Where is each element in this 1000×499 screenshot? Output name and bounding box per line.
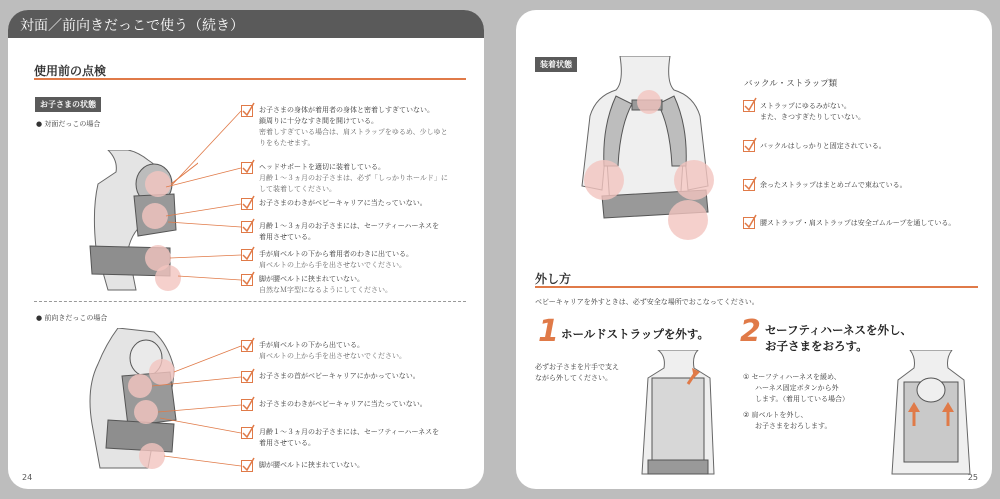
step1-illustration — [638, 350, 718, 478]
item-main: お子さまの首がベビーキャリアにかかっていない。 — [259, 372, 420, 380]
checkbox[interactable] — [743, 179, 755, 191]
item-line: して装着してください。 — [259, 185, 336, 193]
checkbox[interactable] — [241, 198, 253, 210]
checkbox[interactable] — [241, 460, 253, 472]
buckle-item — [743, 100, 983, 123]
item-line: りをもたせます。 — [259, 139, 315, 147]
checkbox[interactable] — [241, 221, 253, 233]
item-line: 鎖周りに十分なすき間を開けている。 — [259, 117, 378, 125]
checkbox[interactable] — [743, 100, 755, 112]
step2-title-line: セーフティハーネスを外し、 — [765, 323, 912, 337]
page-number: 25 — [967, 473, 978, 482]
checkbox[interactable] — [241, 105, 253, 117]
item-main: お子さまのわきがベビーキャリアに当たっていない。 — [259, 199, 427, 207]
item-line: 肩ベルトの上から手を出させないでください。 — [259, 261, 406, 269]
subheading-forward: ● 前向きだっこの場合 — [36, 314, 108, 322]
step1-desc-line: ながら外してください。 — [535, 374, 612, 382]
checklist-item — [259, 399, 479, 410]
checklist-item — [259, 460, 479, 471]
item-line: 着用させている。 — [259, 233, 315, 241]
section-title-check: 使用前の点検 — [34, 64, 107, 78]
checklist-item — [259, 371, 479, 382]
step2-number: 2 — [740, 314, 761, 349]
checkbox[interactable] — [241, 427, 253, 439]
section-title-remove: 外し方 — [535, 272, 572, 286]
section-rule — [535, 286, 978, 288]
remove-intro: ベビーキャリアを外すときは、必ず安全な場所でおこなってください。 — [535, 298, 759, 306]
item-main: ストラップにゆるみがない。 — [760, 102, 851, 110]
left-page — [8, 10, 484, 489]
checkbox[interactable] — [241, 399, 253, 411]
item-main: 手が肩ベルトの下から出ている。 — [259, 341, 364, 349]
item-line: また、きつすぎたりしていない。 — [760, 113, 865, 121]
buckle-item — [743, 217, 988, 229]
right-page — [516, 10, 992, 489]
label-child-state: お子さまの状態 — [35, 97, 101, 112]
checkbox[interactable] — [241, 162, 253, 174]
checkbox[interactable] — [743, 140, 755, 152]
checklist-item — [259, 274, 479, 296]
subheading-face-to-face: ● 対面だっこの場合 — [36, 120, 101, 128]
step2-item-line: 肩ベルトを外し、 — [751, 411, 808, 419]
checklist-item — [259, 221, 479, 243]
step2-item-mark: ① — [743, 373, 750, 381]
item-line: 肩ベルトの上から手を出させないでください。 — [259, 352, 406, 360]
step2-item-mark: ② — [743, 411, 750, 419]
checkbox[interactable] — [241, 371, 253, 383]
step2-title-line: お子さまをおろす。 — [765, 339, 868, 353]
item-line: 自然なＭ字型になるようにしてください。 — [259, 286, 392, 294]
wearing-illustration — [576, 56, 716, 256]
checklist-item — [259, 427, 479, 449]
buckle-item — [743, 179, 983, 191]
buckle-item — [743, 140, 983, 152]
item-main: 腰ストラップ・肩ストラップは安全ゴムループを通している。 — [760, 219, 956, 227]
step2-item-line: します。（着用している場合） — [755, 395, 849, 403]
item-main: 月齢１～３ヵ月のお子さまには、セーフティーハーネスを — [259, 222, 440, 230]
item-main: 脚が腰ベルトに挟まれていない。 — [259, 461, 364, 469]
checklist-item — [259, 198, 479, 209]
checklist-item — [259, 105, 479, 149]
item-main: 余ったストラップはまとめゴムで束ねている。 — [760, 181, 907, 189]
item-main: 手が肩ベルトの下から着用者のわきに出ている。 — [259, 250, 413, 258]
item-line: 着用させている。 — [259, 439, 315, 447]
item-line: 月齢１～３ヵ月のお子さまは、必ず「しっかりホールド」に — [259, 174, 448, 182]
checkbox[interactable] — [241, 249, 253, 261]
item-line: 密着しすぎている場合は、肩ストラップをゆるめ、少しゆと — [259, 128, 448, 136]
checkbox[interactable] — [241, 340, 253, 352]
item-main: お子さまの身体が着用者の身体と密着しすぎていない。 — [259, 106, 434, 114]
item-main: 脚が腰ベルトに挟まれていない。 — [259, 275, 364, 283]
buckle-heading: バックル・ストラップ類 — [744, 79, 838, 89]
label-wearing-state: 装着状態 — [535, 57, 577, 72]
step2-item-line: お子さまをおろします。 — [755, 422, 832, 430]
step2-item — [743, 372, 883, 405]
step2-item-line: セーフティハーネスを緩め、 — [751, 373, 841, 381]
step1-title: ホールドストラップを外す。 — [561, 327, 710, 341]
item-main: お子さまのわきがベビーキャリアに当たっていない。 — [259, 400, 427, 408]
checkbox[interactable] — [241, 274, 253, 286]
step2-item — [743, 410, 883, 432]
checklist-item — [259, 340, 479, 362]
step1-desc-line: 必ずお子さまを片手で支え — [535, 363, 619, 371]
step2-item-line: ハーネス固定ボタンから外 — [755, 384, 839, 392]
checklist-item — [259, 162, 479, 195]
page-number: 24 — [22, 473, 33, 482]
checkbox[interactable] — [743, 217, 755, 229]
page-header-title: 対面／前向きだっこで使う（続き） — [20, 18, 244, 34]
item-main: 月齢１～３ヵ月のお子さまには、セーフティーハーネスを — [259, 428, 440, 436]
step1-number: 1 — [538, 314, 559, 349]
step1-desc — [535, 362, 619, 384]
step2-illustration — [886, 350, 976, 478]
checklist-item — [259, 249, 479, 271]
item-main: ヘッドサポートを適切に装着している。 — [259, 163, 385, 171]
item-main: バックルはしっかりと固定されている。 — [760, 142, 886, 150]
